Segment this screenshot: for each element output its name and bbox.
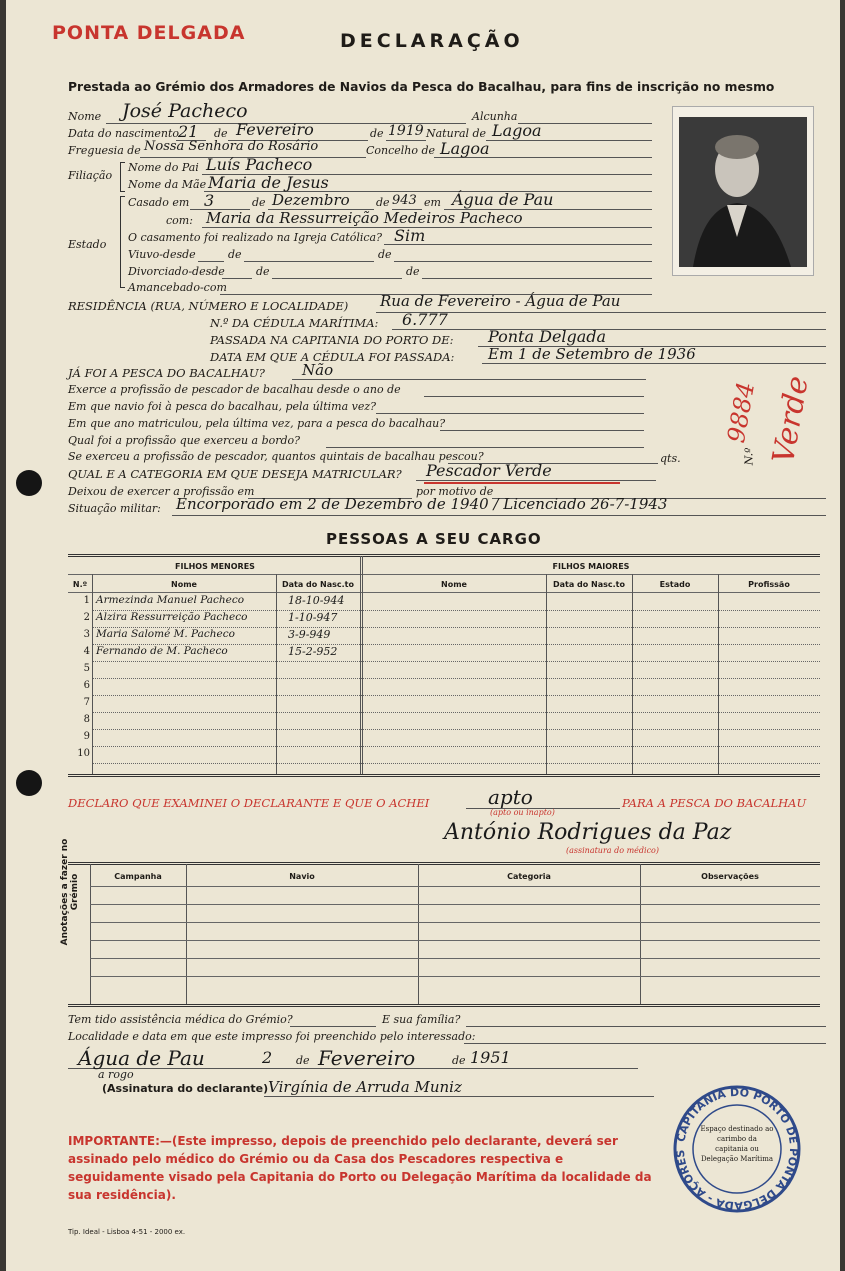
col-nome-menores: Nome	[171, 580, 197, 589]
col-campanha: Campanha	[114, 872, 162, 881]
label-filiacao: Filiação	[68, 169, 113, 182]
row-number: 8	[83, 714, 90, 725]
label-igreja: O casamento foi realizado na Igreja Católica?	[128, 231, 383, 244]
declaro-text: DECLARO QUE EXAMINEI O DECLARANTE E QUE O ACHEI	[68, 796, 430, 810]
place-stamp: PONTA DELGADA	[52, 22, 246, 44]
row-number: 7	[83, 697, 90, 708]
label-nome-pai: Nome do Pai	[128, 161, 199, 174]
label-de: de	[252, 196, 266, 209]
value-mes: Fevereiro	[318, 1046, 416, 1070]
importante-note: IMPORTANTE:—(Este impresso, depois de preenchido pelo declarante, deverá ser assinado pelo médico do Grémio ou da Casa dos Pescadores respectiva e seguidamente visado pela Capitania do Porto ou Delegação Marítima da localidade da sua residência).	[68, 1134, 652, 1202]
menor-nome: Alzira Ressurreição Pacheco	[96, 611, 248, 623]
label-familia: E sua família?	[382, 1013, 461, 1026]
col-nome-maiores: Nome	[441, 580, 467, 589]
label-de: de	[452, 1054, 466, 1067]
row-number: 4	[83, 646, 90, 657]
value-freguesia: Nossa Senhora do Rosário	[144, 139, 319, 154]
section-title-cargo: PESSOAS A SEU CARGO	[326, 530, 542, 548]
menor-data-nascimento: 3-9-949	[288, 628, 331, 641]
label-de: de	[370, 127, 384, 140]
label-de: de	[376, 196, 390, 209]
label-data-nascimento: Data do nascimento	[68, 127, 180, 140]
value-ano-nascimento: 1919	[388, 123, 424, 139]
label-numero: N.º	[742, 447, 756, 466]
value-residencia: Rua de Fevereiro - Água de Pau	[380, 292, 621, 310]
label-de: de	[406, 265, 420, 278]
value-situacao: Encorporado em 2 de Dezembro de 1940 / Licenciado 26-7-1943	[176, 495, 668, 513]
margin-word: Verde	[766, 373, 816, 467]
label-data-cedula: DATA EM QUE A CÉDULA FOI PASSADA:	[210, 350, 455, 364]
portrait-photo	[672, 106, 814, 276]
menor-data-nascimento: 15-2-952	[288, 645, 338, 658]
value-categoria: Pescador Verde	[426, 461, 552, 480]
stamp-inner-text: Espaço destinado ao carimbo da capitania ou Delegação Marítima	[700, 1125, 774, 1163]
col-numero: N.º	[72, 580, 88, 589]
capitania-stamp	[670, 1082, 804, 1216]
medico-signature: António Rodrigues da Paz	[444, 820, 732, 845]
label-quintais: Se exerceu a profissão de pescador, quantos quintais de bacalhau pescou?	[68, 450, 484, 463]
printer-note: Tip. Ideal - Lisboa 4-51 - 2000 ex.	[68, 1228, 186, 1236]
row-number: 5	[83, 663, 90, 674]
value-ja-foi: Não	[302, 361, 334, 379]
row-number: 3	[83, 629, 90, 640]
value-concelho: Lagoa	[440, 139, 490, 158]
value-local: Água de Pau	[78, 1046, 205, 1070]
row-number: 9	[83, 731, 90, 742]
value-pai: Luís Pacheco	[206, 155, 313, 174]
label-divorciado: Divorciado-desde	[128, 265, 225, 278]
value-nome: José Pacheco	[122, 100, 248, 122]
label-localidade: Localidade e data em que este impresso foi preenchido pelo interessado:	[68, 1030, 476, 1043]
col-observacoes: Observações	[701, 872, 759, 881]
menor-data-nascimento: 1-10-947	[288, 611, 338, 624]
value-data-cedula: Em 1 de Setembro de 1936	[488, 345, 696, 363]
label-residencia: RESIDÊNCIA (RUA, NÚMERO E LOCALIDADE)	[68, 299, 349, 313]
label-casado-em: Casado em	[128, 196, 190, 209]
label-exerce-desde: Exerce a profissão de pescador de bacalhau desde o ano de	[68, 383, 401, 396]
value-capitania: Ponta Delgada	[488, 327, 607, 346]
label-estado: Estado	[68, 238, 107, 251]
label-em-que-ano: Em que ano matriculou, pela última vez, para a pesca do bacalhau?	[68, 417, 446, 430]
row-number: 2	[83, 612, 90, 623]
form-title: DECLARAÇÃO	[340, 30, 524, 52]
label-categoria: QUAL E A CATEGORIA EM QUE DESEJA MATRICULAR?	[68, 467, 402, 481]
label-viuvo: Viuvo-desde	[128, 248, 196, 261]
value-casado-ano: 943	[392, 193, 417, 208]
signature-hint: (assinatura do médico)	[566, 846, 659, 855]
value-igreja: Sim	[394, 226, 426, 245]
value-mae: Maria de Jesus	[208, 173, 329, 192]
value-assinatura: Virgínia de Arruda Muniz	[268, 1078, 462, 1096]
header-filhos-maiores: FILHOS MAIORES	[552, 562, 630, 571]
menor-nome: Fernando de M. Pacheco	[96, 645, 228, 657]
label-cedula: N.º DA CÉDULA MARÍTIMA:	[210, 316, 379, 330]
label-de: de	[296, 1054, 310, 1067]
label-em: em	[424, 196, 441, 209]
menor-data-nascimento: 18-10-944	[288, 594, 345, 607]
label-de: de	[214, 127, 228, 140]
label-nome: Nome	[68, 110, 102, 123]
label-nome-mae: Nome da Mãe	[128, 178, 207, 191]
label-ja-foi: JÁ FOI A PESCA DO BACALHAU?	[68, 366, 265, 380]
label-situacao-militar: Situação militar:	[68, 502, 161, 515]
label-assinatura: (Assinatura do declarante)	[102, 1082, 269, 1095]
label-assistencia: Tem tido assistência médica do Grémio?	[68, 1013, 293, 1026]
value-cedula: 6.777	[402, 310, 448, 329]
value-casado-dia: 3	[204, 191, 215, 210]
stamp-outer-text: CAPITANIA DO PORTO DE PONTA DELGADA - AÇORES	[673, 1085, 801, 1213]
value-mes-nascimento: Fevereiro	[236, 120, 314, 139]
label-qts: qts.	[660, 452, 681, 465]
label-concelho: Concelho de	[366, 144, 436, 157]
value-dia: 2	[262, 1048, 273, 1067]
col-data-menores: Data do Nasc.to	[281, 580, 354, 589]
label-deixou: Deixou de exercer a profissão em	[68, 485, 255, 498]
label-por-motivo: por motivo de	[416, 485, 494, 498]
value-casado-local: Água de Pau	[452, 190, 554, 209]
label-alcunha: Alcunha	[472, 110, 518, 123]
label-capitania: PASSADA NA CAPITANIA DO PORTO DE:	[210, 333, 454, 347]
declaration-form	[6, 0, 840, 1271]
value-conjuge: Maria da Ressurreição Medeiros Pacheco	[206, 209, 523, 227]
label-de: de	[378, 248, 392, 261]
label-amancebado: Amancebado-com	[128, 281, 227, 294]
value-casado-mes: Dezembro	[272, 191, 350, 209]
col-navio: Navio	[289, 872, 315, 881]
value-dia-nascimento: 21	[178, 122, 199, 141]
menor-nome: Armezinda Manuel Pacheco	[96, 594, 245, 606]
form-subtitle: Prestada ao Grémio dos Armadores de Navios da Pesca do Bacalhau, para fins de inscrição no mesmo	[68, 80, 775, 94]
value-natural: Lagoa	[492, 121, 542, 140]
anotacoes-side-label: Anotações a fazer no Grémio	[60, 838, 80, 946]
label-com: com:	[166, 214, 193, 227]
label-de: de	[256, 265, 270, 278]
label-qual-profissao: Qual foi a profissão que exerceu a bordo?	[68, 434, 301, 447]
row-number: 10	[77, 748, 90, 759]
header-filhos-menores: FILHOS MENORES	[175, 562, 255, 571]
punch-hole-bottom	[16, 770, 42, 796]
value-ano: 1951	[470, 1048, 511, 1067]
para-pesca-text: PARA A PESCA DO BACALHAU	[622, 796, 807, 810]
label-freguesia: Freguesia de	[68, 144, 141, 157]
label-natural: Natural de	[426, 127, 487, 140]
col-estado: Estado	[659, 580, 691, 589]
menor-nome: Maria Salomé M. Pacheco	[96, 628, 235, 640]
value-apto: apto	[488, 785, 533, 809]
row-number: 6	[83, 680, 90, 691]
row-number: 1	[83, 595, 90, 606]
punch-hole-top	[16, 470, 42, 496]
col-profissao: Profissão	[748, 580, 790, 589]
col-data-maiores: Data do Nasc.to	[552, 580, 625, 589]
label-em-que-navio: Em que navio foi à pesca do bacalhau, pela última vez?	[68, 400, 377, 413]
col-categoria: Categoria	[507, 872, 551, 881]
value-rogo: a rogo	[98, 1068, 134, 1081]
margin-number: 9884	[722, 379, 761, 445]
apto-hint: (apto ou inapto)	[490, 808, 555, 817]
label-de: de	[228, 248, 242, 261]
